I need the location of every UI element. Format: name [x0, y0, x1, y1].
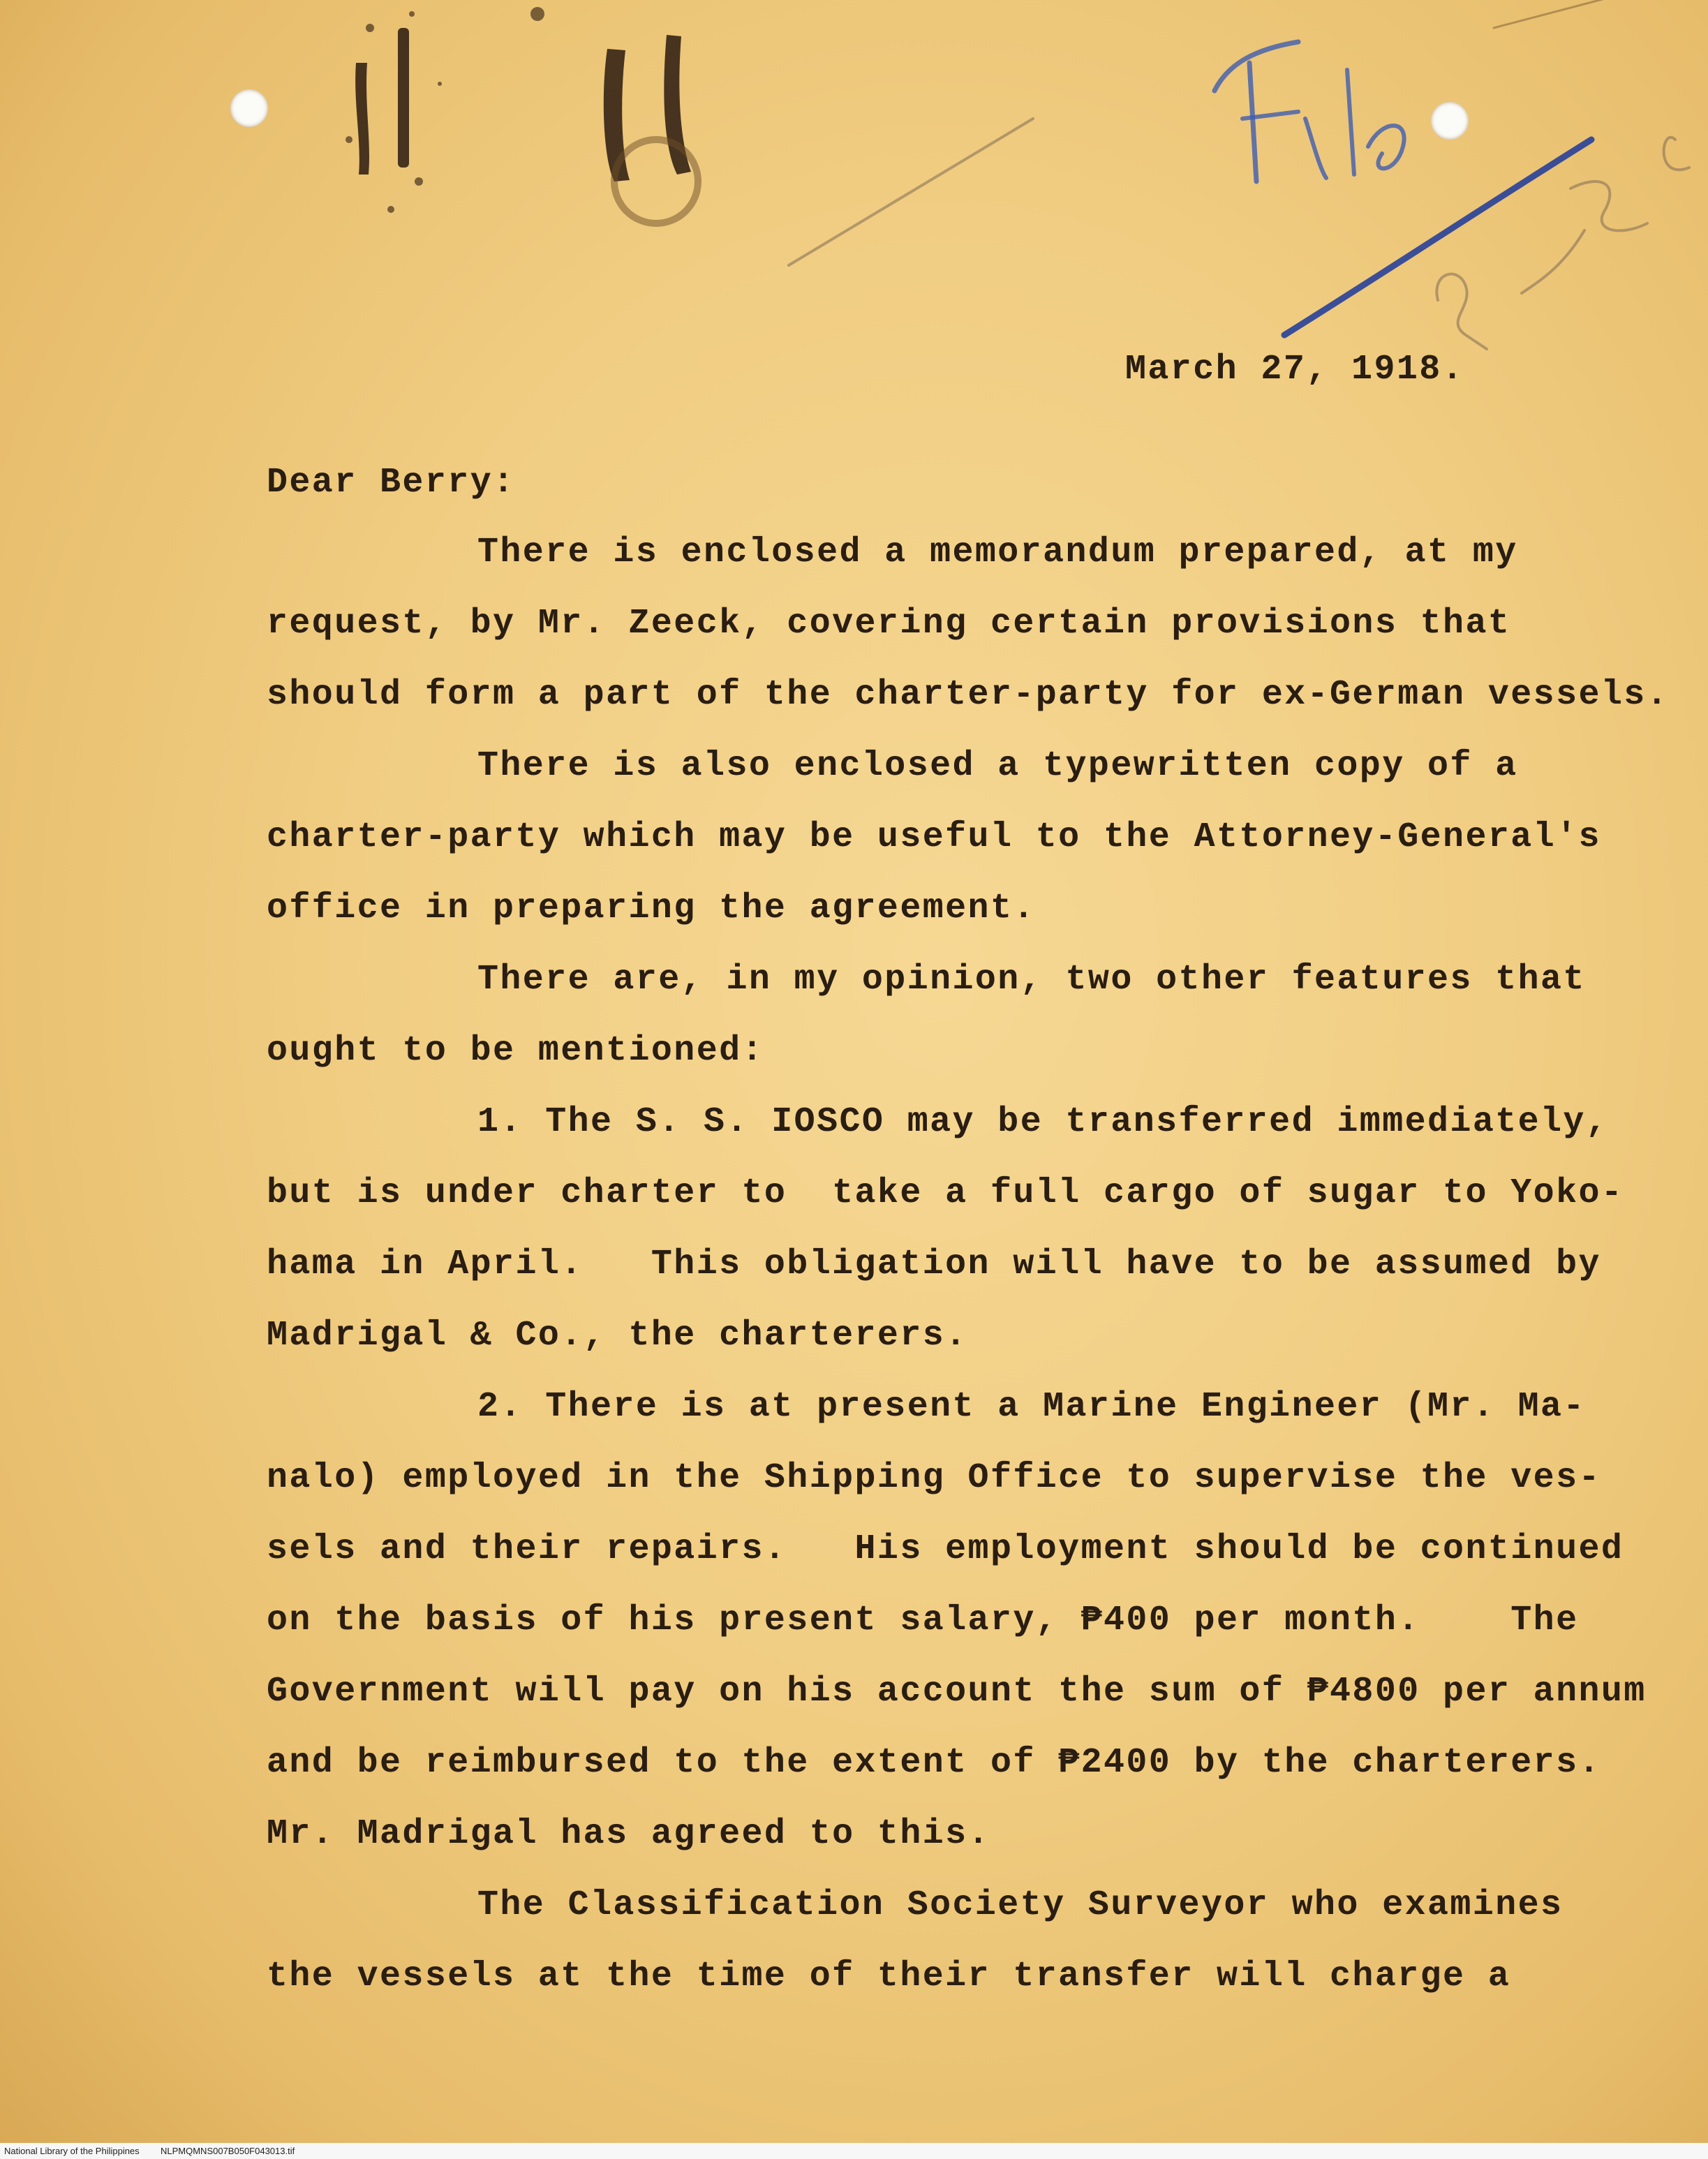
punch-hole-left [230, 89, 268, 127]
body-line: Mr. Madrigal has agreed to this. [267, 1814, 990, 1854]
body-line: There is also enclosed a typewritten copy of a [477, 746, 1518, 786]
body-line: should form a part of the charter-party for ex-German vessels. [267, 675, 1670, 715]
body-line: but is under charter to take a full cargo of sugar to Yoko- [267, 1173, 1624, 1213]
paper-clip-stain [328, 0, 733, 251]
body-line: Government will pay on his account the sum of ₱4800 per annum [267, 1672, 1647, 1712]
body-line: sels and their repairs. His employment should be continued [267, 1529, 1624, 1569]
body-line: and be reimbursed to the extent of ₱2400 by the charterers. [267, 1743, 1601, 1783]
letter-salutation: Dear Berry: [267, 463, 516, 503]
body-line: The Classification Society Surveyor who examines [477, 1885, 1564, 1925]
body-line: There are, in my opinion, two other features that [477, 960, 1586, 1000]
body-line: 2. There is at present a Marine Engineer (Mr. Ma- [477, 1387, 1586, 1427]
body-line: on the basis of his present salary, ₱400 per month. The [267, 1601, 1579, 1640]
body-line: nalo) employed in the Shipping Office to supervise the ves- [267, 1458, 1601, 1498]
handwritten-file-mark [768, 0, 1708, 391]
body-line: office in preparing the agreement. [267, 889, 1036, 928]
library-credit: National Library of the Philippines [4, 2146, 140, 2156]
body-line: Madrigal & Co., the charterers. [267, 1316, 968, 1356]
body-line: charter-party which may be useful to the Attorney-General's [267, 817, 1601, 857]
letter-date: March 27, 1918. [1125, 350, 1465, 389]
body-line: There is enclosed a memorandum prepared, at my [477, 533, 1518, 572]
body-line: hama in April. This obligation will have to be assumed by [267, 1245, 1601, 1284]
scan-footer [0, 2143, 1708, 2159]
body-line: ought to be mentioned: [267, 1031, 764, 1071]
scan-filename: NLPMQMNS007B050F043013.tif [161, 2146, 295, 2156]
body-line: request, by Mr. Zeeck, covering certain provisions that [267, 604, 1511, 644]
body-line: 1. The S. S. IOSCO may be transferred immediately, [477, 1102, 1609, 1142]
body-line: the vessels at the time of their transfer will charge a [267, 1957, 1511, 1996]
